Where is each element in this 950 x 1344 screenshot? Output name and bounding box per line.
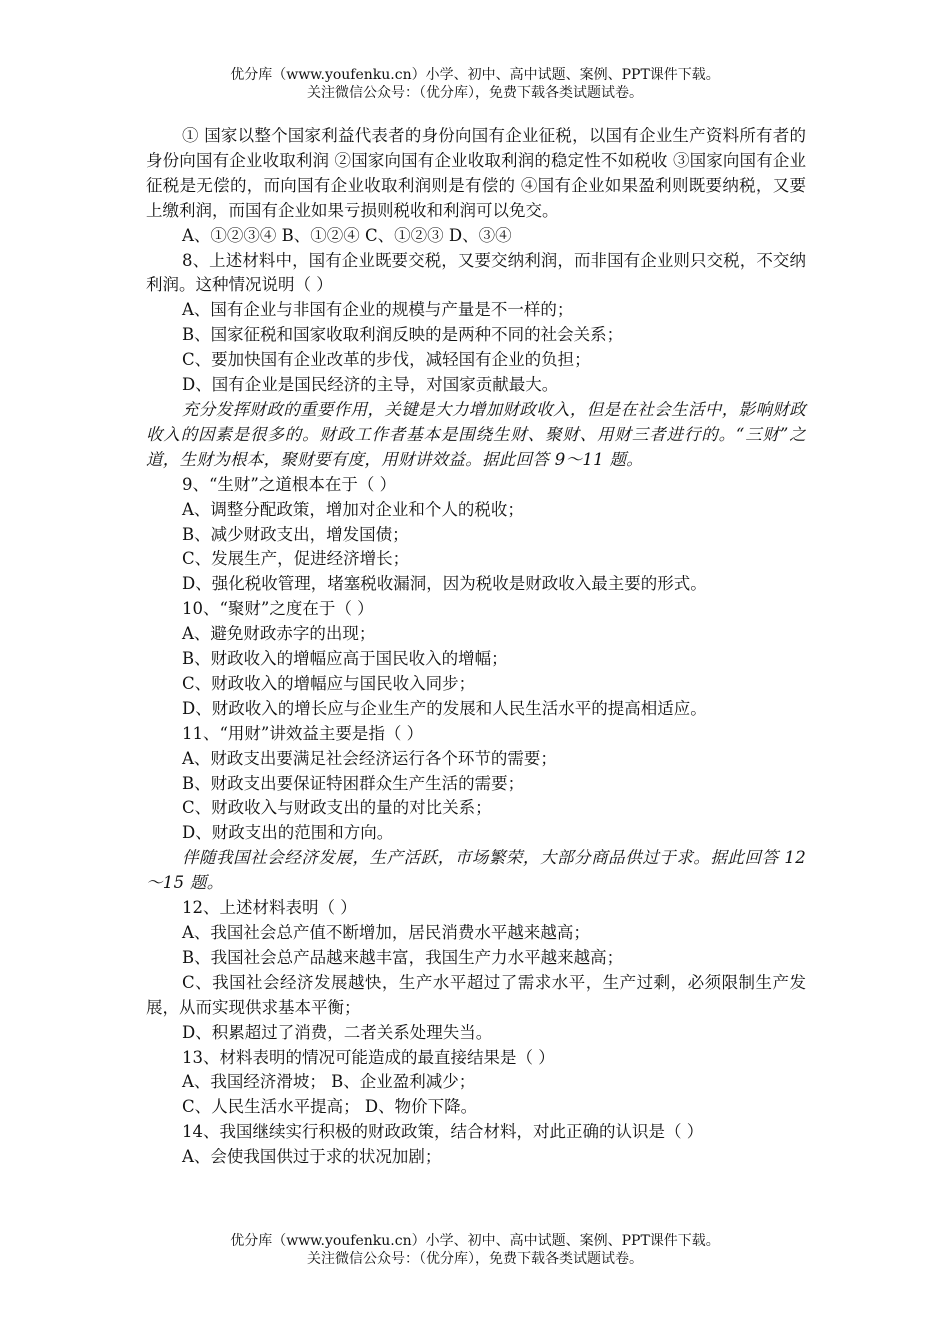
question-10-option-d: D、财政收入的增长应与企业生产的发展和人民生活水平的提高相适应。 bbox=[182, 698, 707, 718]
question-9-option-c: C、发展生产，促进经济增长； bbox=[182, 549, 410, 569]
question-13: 13、材料表明的情况可能造成的最直接结果是（ ） bbox=[182, 1047, 555, 1067]
question-10: 10、“聚财”之度在于（ ） bbox=[182, 599, 374, 619]
question-14-option-a: A、会使我国供过于求的状况加剧； bbox=[182, 1147, 442, 1167]
question-11: 11、“用财”讲效益主要是指（ ） bbox=[182, 723, 424, 743]
question-11-option-d: D、财政支出的范围和方向。 bbox=[182, 823, 394, 843]
question-9: 9、“生财”之道根本在于（ ） bbox=[182, 474, 397, 494]
question-7-options: A、①②③④ B、①②④ C、①②③ D、③④ bbox=[182, 225, 512, 245]
question-12: 12、上述材料表明（ ） bbox=[182, 898, 357, 918]
question-9-option-b: B、减少财政支出，增发国债； bbox=[182, 524, 409, 544]
question-10-option-a: A、避免财政赤字的出现； bbox=[182, 624, 376, 644]
header-line-1: 优分库（www.youfenku.cn）小学、初中、高中试题、案例、PPT课件下载。 bbox=[230, 67, 720, 83]
question-11-option-c: C、财政收入与财政支出的量的对比关系； bbox=[182, 798, 492, 818]
question-11-option-b: B、财政支出要保证特困群众生产生活的需要； bbox=[182, 773, 525, 793]
question-12-option-c: C、我国社会经济发展越快，生产水平超过了需求水平，生产过剩，必须限制生产发展，从而实现供求基本平衡； bbox=[146, 972, 806, 1017]
footer-line-1: 优分库（www.youfenku.cn）小学、初中、高中试题、案例、PPT课件下载。 bbox=[230, 1233, 720, 1249]
header-line-2: 关注微信公众号：（优分库），免费下载各类试题试卷。 bbox=[307, 85, 643, 101]
question-9-option-a: A、调整分配政策，增加对企业和个人的税收； bbox=[182, 499, 524, 519]
question-10-option-c: C、财政收入的增幅应与国民收入同步； bbox=[182, 673, 476, 693]
question-13-options-ab: A、我国经济滑坡； B、企业盈利减少； bbox=[182, 1072, 476, 1092]
question-14: 14、我国继续实行积极的财政政策，结合材料，对此正确的认识是（ ） bbox=[182, 1122, 704, 1142]
question-12-option-a: A、我国社会总产值不断增加，居民消费水平越来越高； bbox=[182, 923, 590, 942]
question-10-option-b: B、财政收入的增幅应高于国民收入的增幅； bbox=[182, 649, 508, 669]
question-8-option-a: A、国有企业与非国有企业的规模与产量是不一样的； bbox=[182, 300, 574, 320]
question-9-option-d: D、强化税收管理，堵塞税收漏洞，因为税收是财政收入最主要的形式。 bbox=[182, 574, 707, 594]
material-9-11: 充分发挥财政的重要作用，关键是大力增加财政收入，但是在社会生活中，影响财政收入的因素是很多的。财政工作者基本是围绕生财、聚财、用财三者进行的。“三财”之道，生财为根本，聚财要有度，用财讲效益。据此回答 9～11 题。 bbox=[146, 399, 806, 469]
footer-line-2: 关注微信公众号：（优分库），免费下载各类试题试卷。 bbox=[307, 1251, 643, 1267]
question-13-options-cd: C、人民生活水平提高； D、物价下降。 bbox=[182, 1097, 478, 1117]
question-11-option-a: A、财政支出要满足社会经济运行各个环节的需要； bbox=[182, 748, 557, 768]
question-8: 8、上述材料中，国有企业既要交税，又要交纳利润，而非国有企业则只交税，不交纳利润。这种情况说明（ ） bbox=[146, 250, 806, 295]
question-8-option-d: D、国有企业是国民经济的主导，对国家贡献最大。 bbox=[182, 375, 559, 395]
question-12-option-b: B、我国社会总产品越来越丰富，我国生产力水平越来越高； bbox=[182, 947, 624, 967]
question-8-option-b: B、国家征税和国家收取利润反映的是两种不同的社会关系； bbox=[182, 325, 624, 345]
question-7-statements: ① 国家以整个国家利益代表者的身份向国有企业征税，以国有企业生产资料所有者的身份向国有企业收取利润 ②国家向国有企业收取利润的稳定性不如税收 ③国家向国有企业征税是无偿的，而向国有企业收取利润则是有偿的 ④国有企业如果盈利则既要纳税，又要上缴利润，而国有企业如果亏损则税收和利润可以免交。 bbox=[146, 126, 806, 220]
page-footer bbox=[0, 1232, 950, 1268]
material-12-15: 伴随我国社会经济发展，生产活跃，市场繁荣，大部分商品供过于求。据此回答 12～15 题。 bbox=[146, 848, 806, 893]
document-body bbox=[146, 124, 806, 1170]
question-12-option-d: D、积累超过了消费，二者关系处理失当。 bbox=[182, 1022, 493, 1042]
page-header bbox=[0, 66, 950, 102]
question-8-option-c: C、要加快国有企业改革的步伐，减轻国有企业的负担； bbox=[182, 350, 591, 370]
